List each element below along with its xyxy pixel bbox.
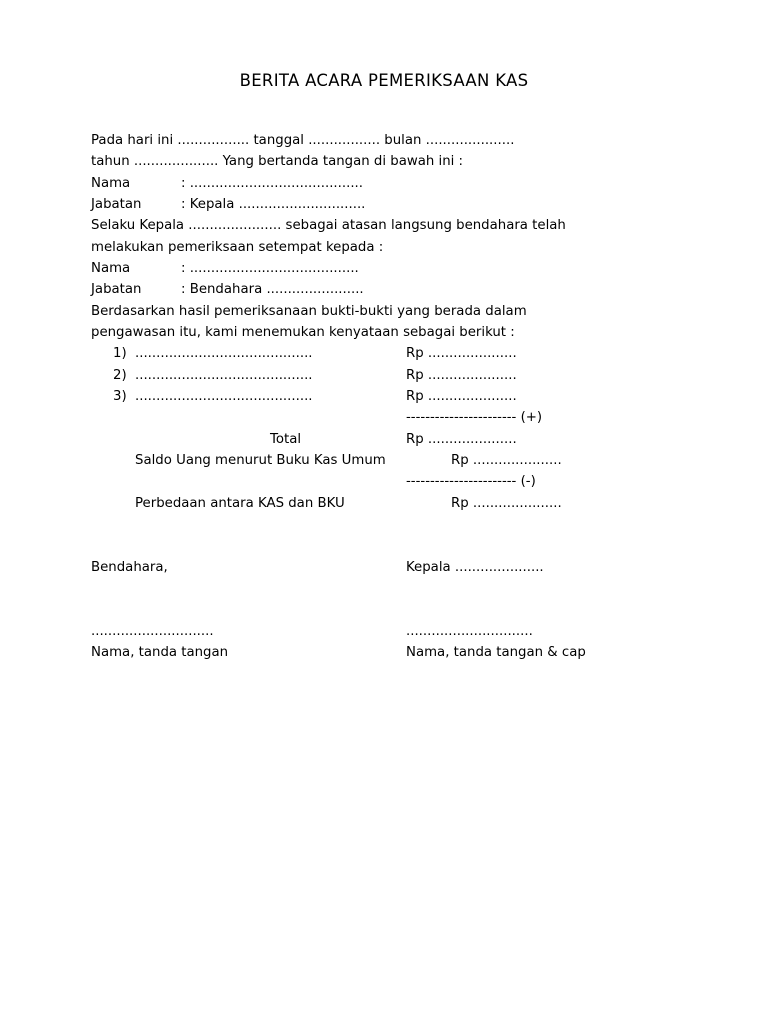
intro-line-2: tahun .................... Yang bertanda tangan di bawah ini :	[91, 154, 464, 169]
perbedaan-label: Perbedaan antara KAS dan BKU	[135, 496, 345, 511]
signature-right-title: Kepala .....................	[406, 560, 544, 575]
item-number: 3)	[113, 389, 127, 404]
intro-line-1: Pada hari ini ................. tanggal ................. bulan .....................	[91, 133, 515, 148]
jabatan-label-1: Jabatan	[91, 197, 142, 212]
nama-value-1: : .........................................	[181, 176, 364, 191]
item-text: ..........................................	[135, 389, 313, 404]
nama-value-2: : ........................................	[181, 261, 359, 276]
selaku-line-2: melakukan pemeriksaan setempat kepada :	[91, 240, 384, 255]
selaku-line-1: Selaku Kepala ...................... sebagai atasan langsung bendahara telah	[91, 218, 566, 233]
signature-left-dots: .............................	[91, 624, 214, 639]
sum-minus-line: ----------------------- (-)	[406, 474, 536, 489]
berdasarkan-line-2: pengawasan itu, kami menemukan kenyataan sebagai berikut :	[91, 325, 515, 340]
saldo-amount: Rp .....................	[451, 453, 562, 468]
item-amount: Rp .....................	[406, 389, 517, 404]
total-amount: Rp .....................	[406, 432, 517, 447]
total-label: Total	[270, 432, 302, 447]
signature-right-dots: ..............................	[406, 624, 533, 639]
nama-label-2: Nama	[91, 261, 131, 276]
berdasarkan-line-1: Berdasarkan hasil pemeriksanaan bukti-bukti yang berada dalam	[91, 304, 527, 319]
item-number: 2)	[113, 368, 127, 383]
item-amount: Rp .....................	[406, 368, 517, 383]
nama-label-1: Nama	[91, 176, 131, 191]
jabatan-value-1: : Kepala ..............................	[181, 197, 366, 212]
jabatan-value-2: : Bendahara .......................	[181, 282, 364, 297]
signature-right-caption: Nama, tanda tangan & cap	[406, 645, 586, 660]
document-title: BERITA ACARA PEMERIKSAAN KAS	[239, 71, 529, 90]
perbedaan-amount: Rp .....................	[451, 496, 562, 511]
sum-plus-line: ----------------------- (+)	[406, 410, 543, 425]
item-number: 1)	[113, 346, 127, 361]
saldo-label: Saldo Uang menurut Buku Kas Umum	[135, 453, 386, 468]
signature-left-title: Bendahara,	[91, 560, 168, 575]
item-text: ..........................................	[135, 368, 313, 383]
item-text: ..........................................	[135, 346, 313, 361]
item-amount: Rp .....................	[406, 346, 517, 361]
jabatan-label-2: Jabatan	[91, 282, 142, 297]
signature-left-caption: Nama, tanda tangan	[91, 645, 229, 660]
